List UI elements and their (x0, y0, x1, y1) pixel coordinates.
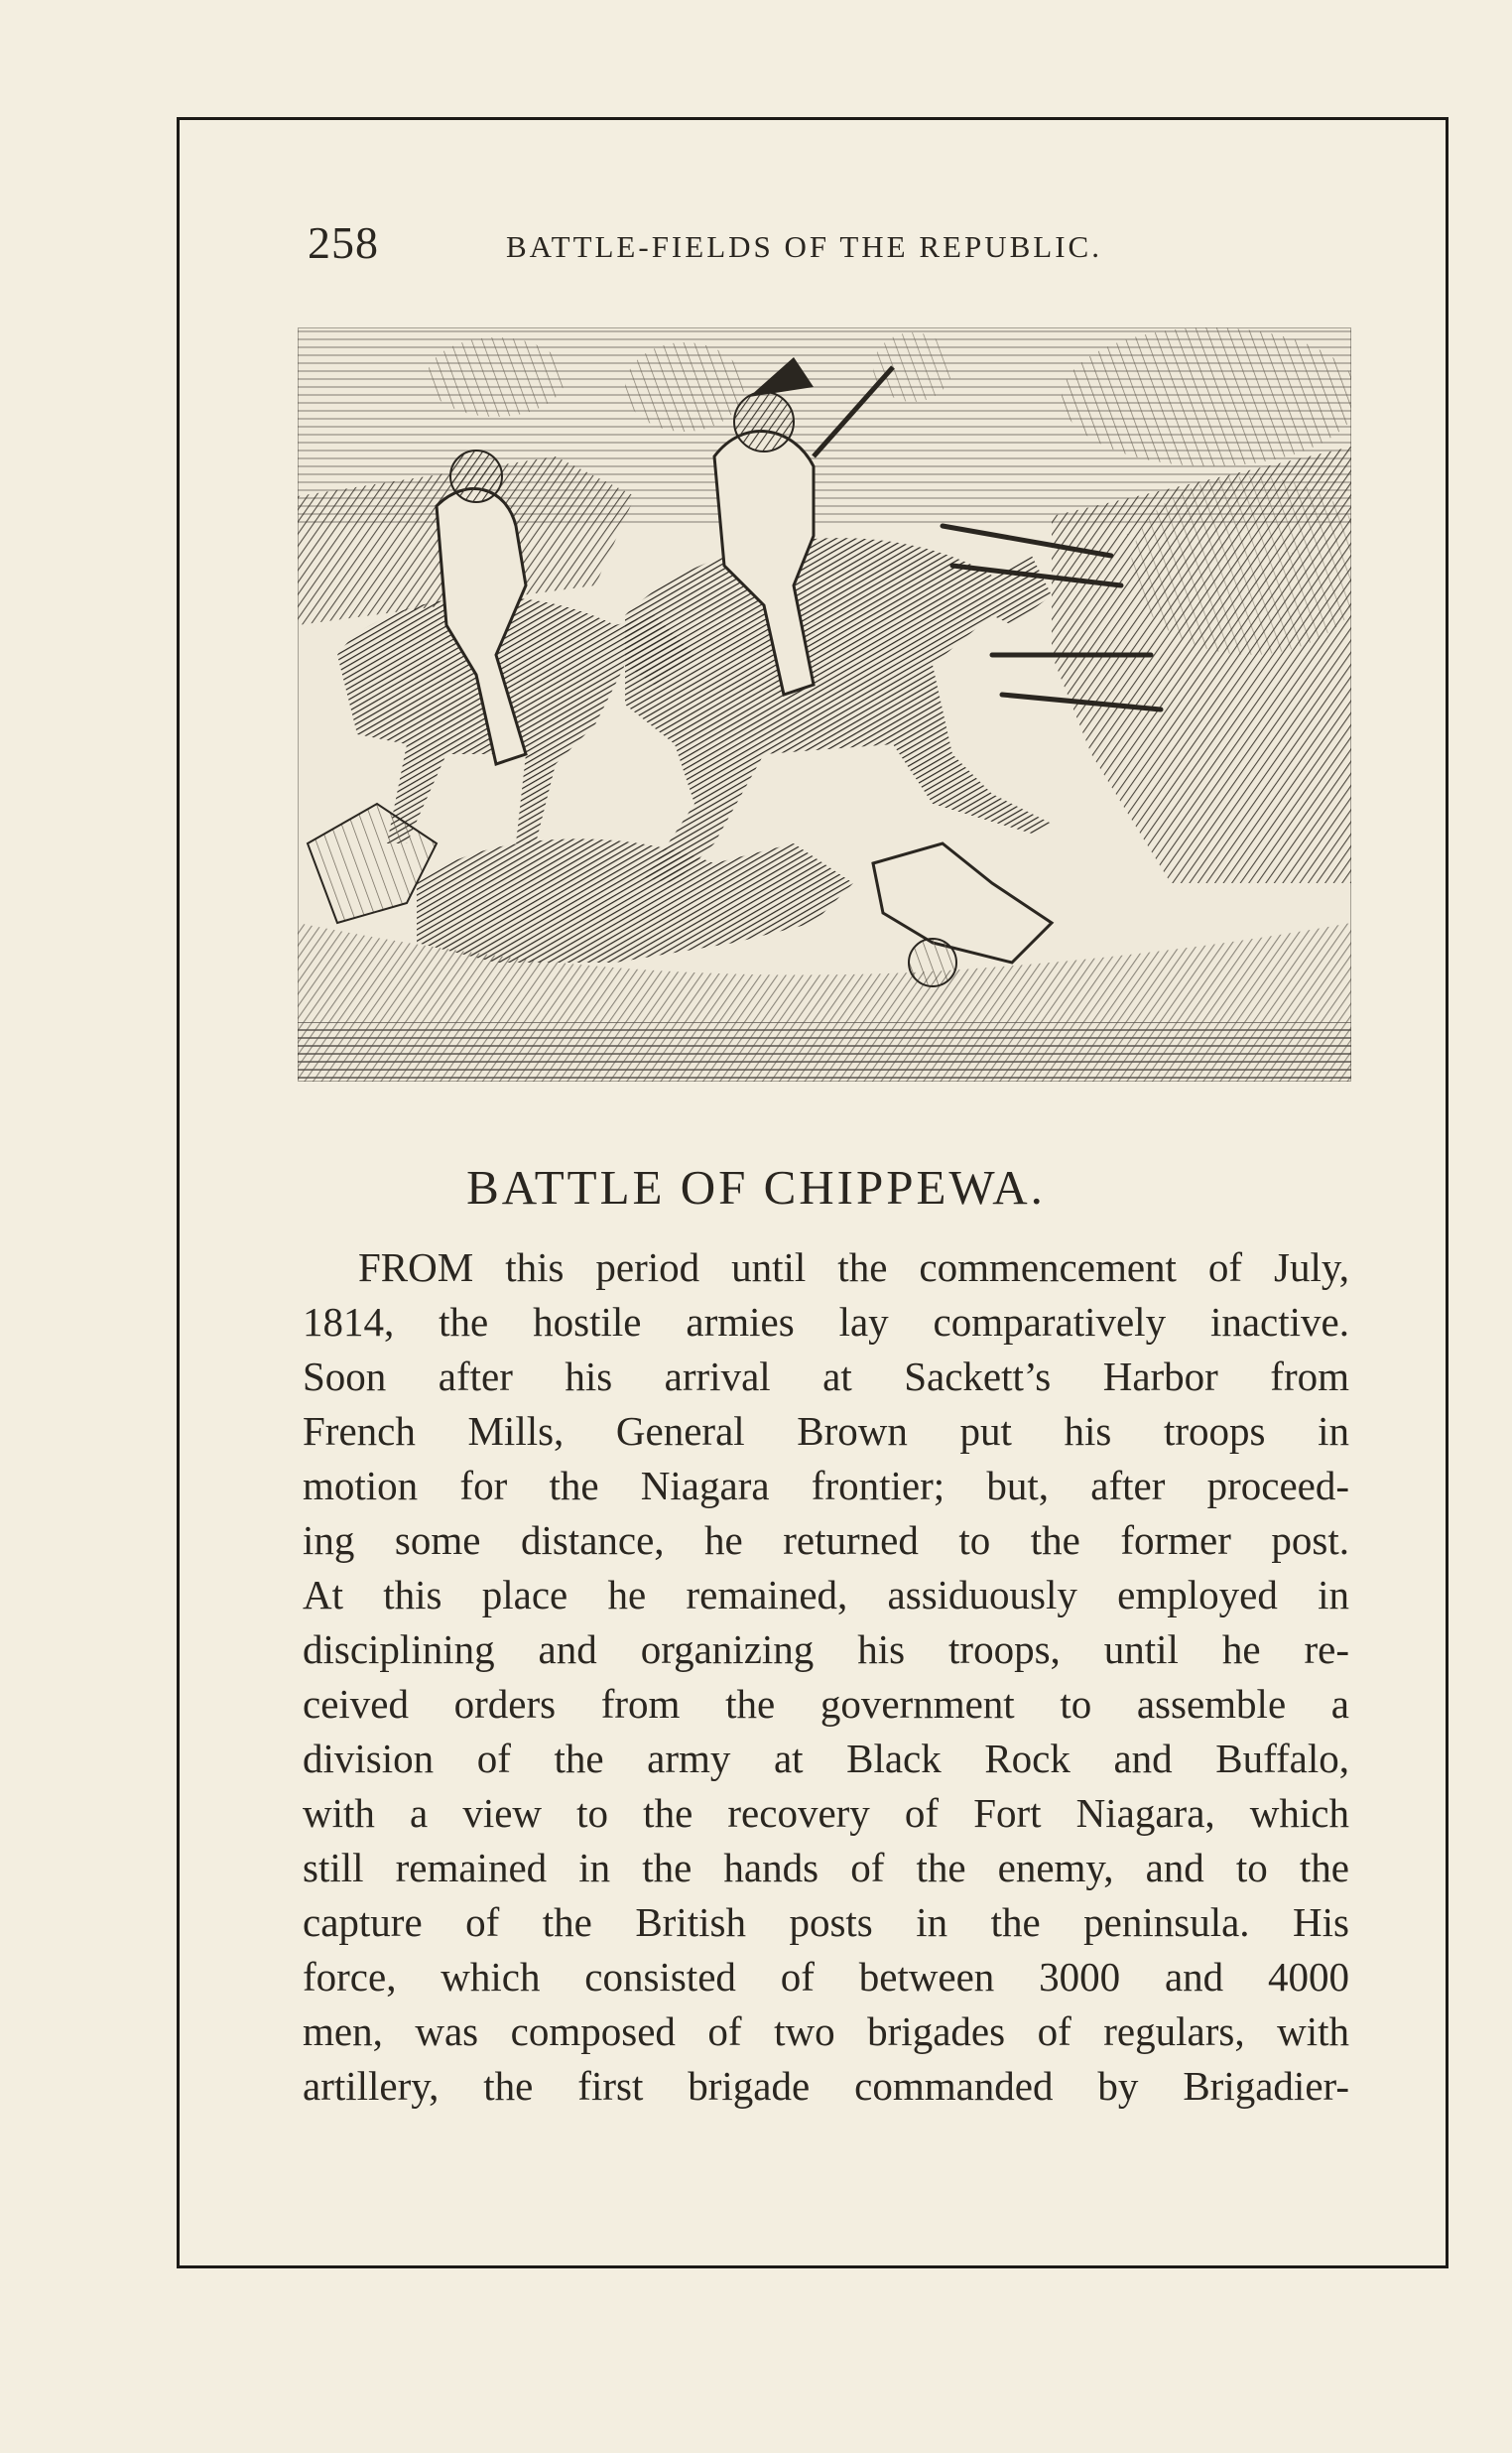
plate-caption: BATTLE OF CHIPPEWA. (466, 1160, 1046, 1215)
body-line: disciplining and organizing his troops, until he re- (303, 1626, 1349, 1672)
body-line: Soon after his arrival at Sackett’s Harbor from (303, 1354, 1349, 1399)
running-title: BATTLE-FIELDS OF THE REPUBLIC. (506, 229, 1102, 264)
body-line: ing some distance, he returned to the former post. (303, 1517, 1349, 1563)
body-line: division of the army at Black Rock and Buffalo, (303, 1736, 1349, 1781)
body-line: artillery, the first brigade commanded by Brigadier- (303, 2063, 1349, 2109)
body-line: motion for the Niagara frontier; but, after proceed- (303, 1463, 1349, 1508)
battle-engraving-illustration (298, 327, 1351, 1082)
body-line: still remained in the hands of the enemy, and to the (303, 1845, 1349, 1890)
body-line: FROM this period until the commencement of July, (358, 1244, 1349, 1290)
body-line: men, was composed of two brigades of regulars, with (303, 2008, 1349, 2054)
body-line: At this place he remained, assiduously employed in (303, 1572, 1349, 1617)
page-number: 258 (308, 217, 379, 268)
body-line: 1814, the hostile armies lay comparatively inactive. (303, 1299, 1349, 1345)
body-line: force, which consisted of between 3000 and 4000 (303, 1954, 1349, 2000)
body-line: capture of the British posts in the peninsula. His (303, 1899, 1349, 1945)
body-line: with a view to the recovery of Fort Niagara, which (303, 1790, 1349, 1836)
body-line: ceived orders from the government to assemble a (303, 1681, 1349, 1727)
running-head (308, 216, 1300, 276)
body-paragraph (303, 1240, 1349, 2114)
body-line: French Mills, General Brown put his troops in (303, 1408, 1349, 1454)
